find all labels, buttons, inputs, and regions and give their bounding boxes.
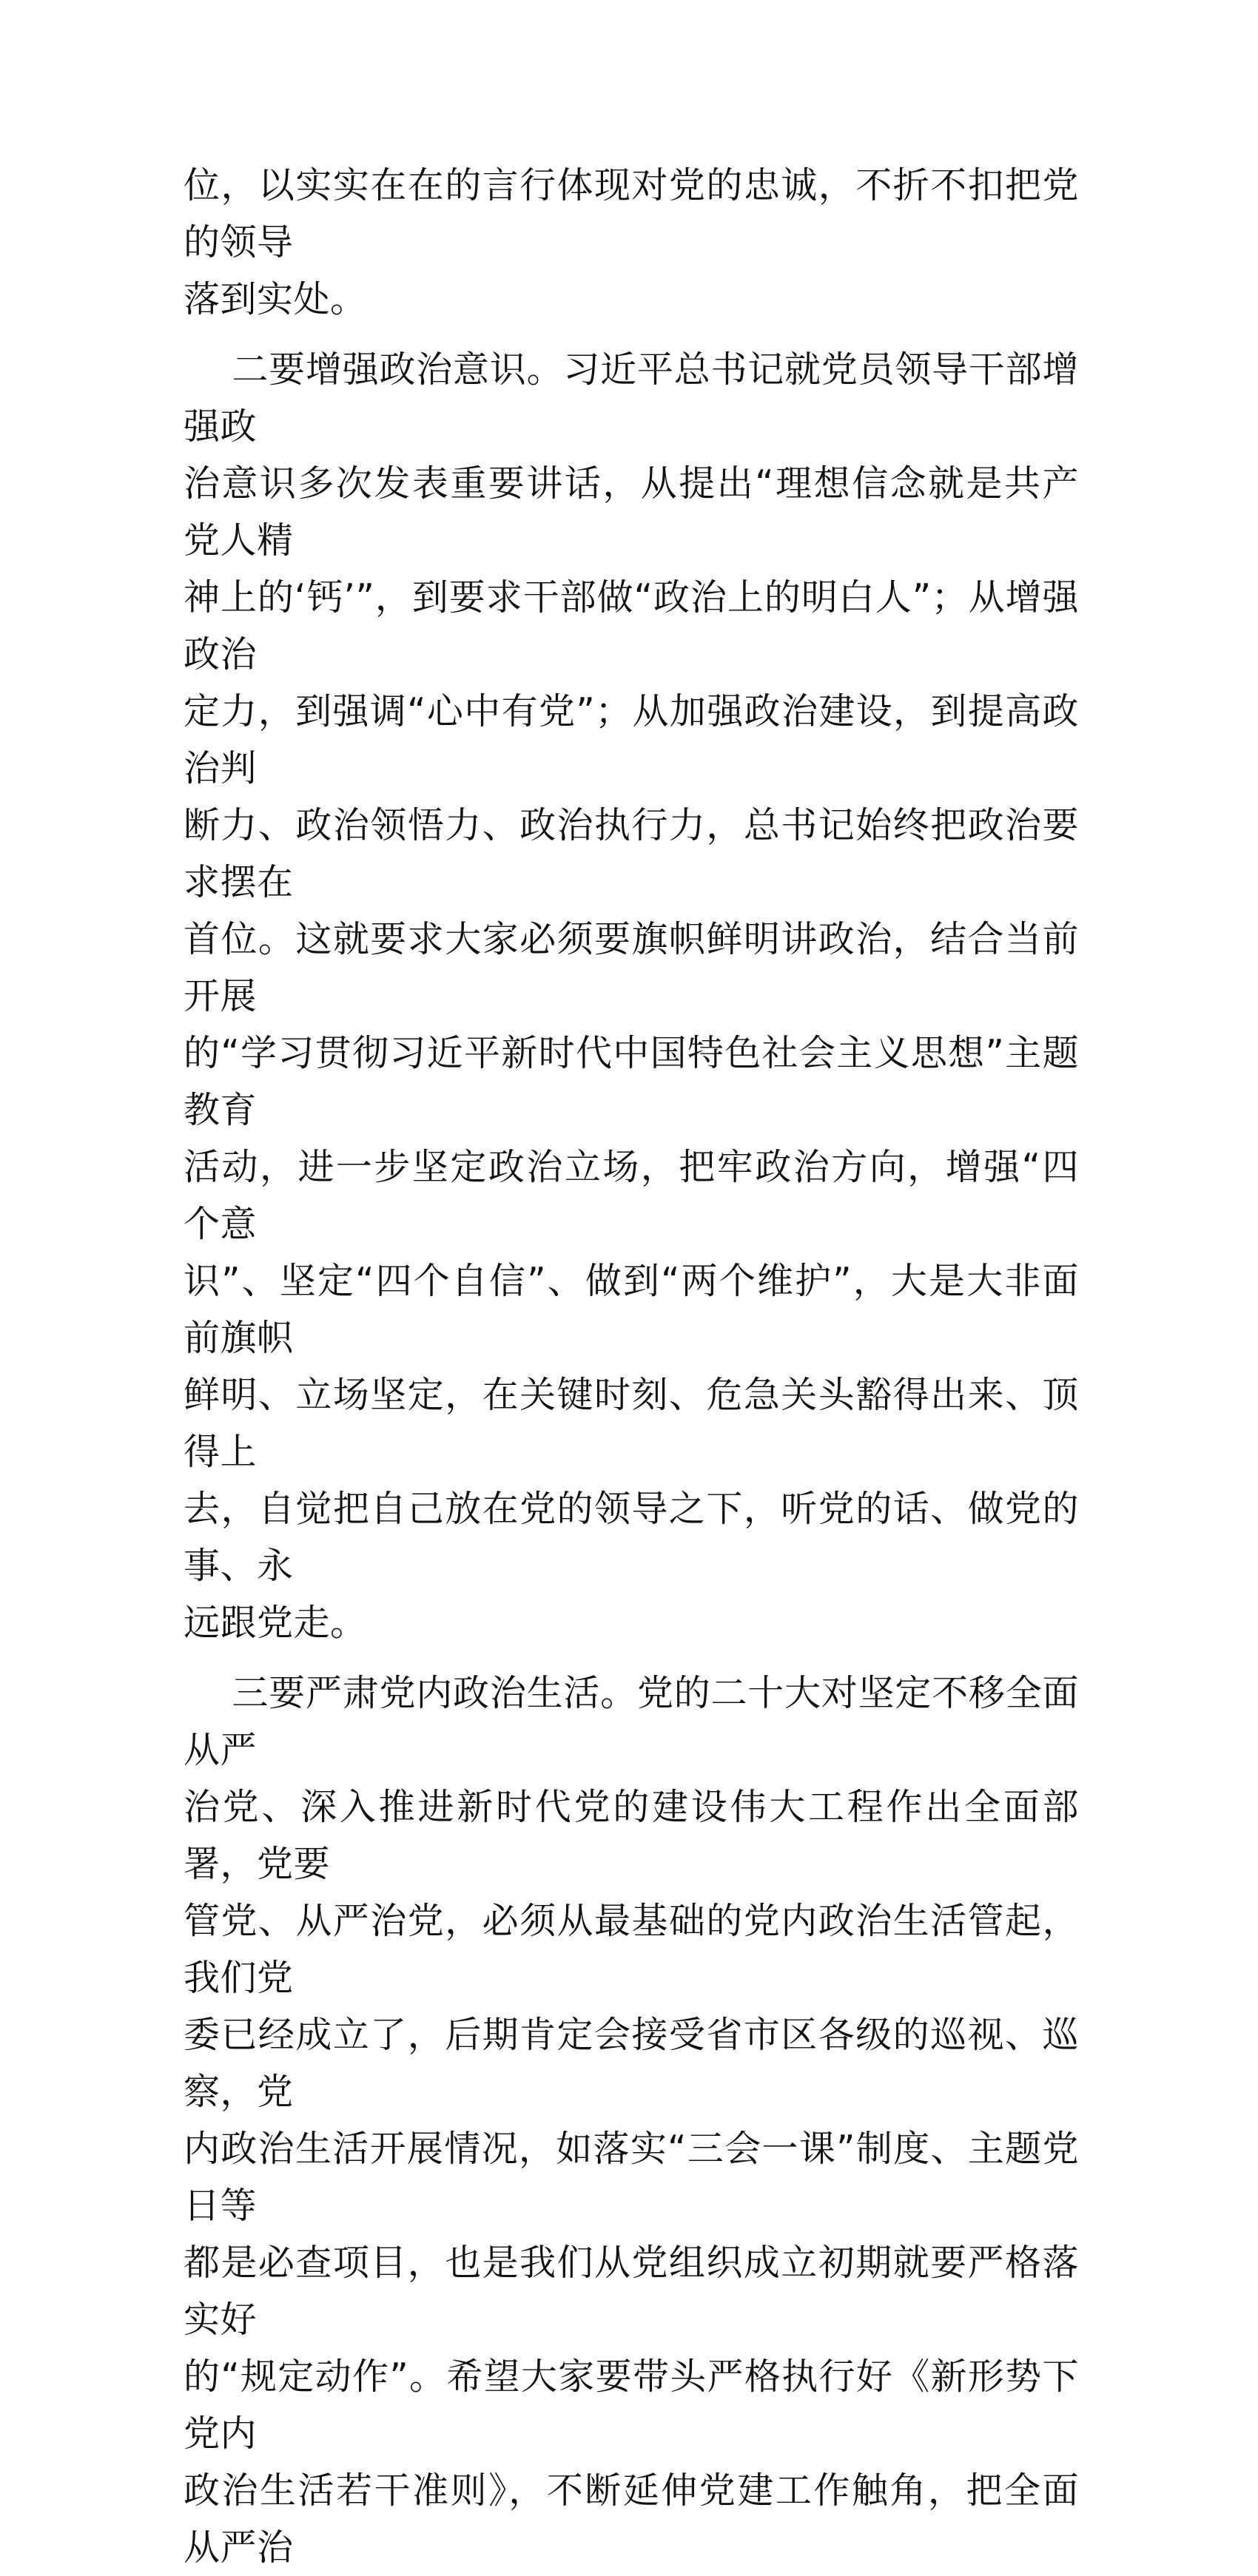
text-line: 活动，进一步坚定政治立场，把牢政治方向，增强“四个意	[184, 1146, 1079, 1245]
paragraph-party-political-life	[184, 1665, 1079, 2576]
text-line: 首位。这就要求大家必须要旗帜鲜明讲政治，结合当前开展	[184, 918, 1079, 1017]
text-line: 远跟党走。	[184, 1602, 367, 1644]
text-line-content: 三要严肃党内政治生活。党的二十大对坚定不移全面从严	[184, 1672, 1079, 1771]
text-line: 都是必查项目，也是我们从党组织成立初期就要严格落实好	[184, 2242, 1079, 2341]
text-line-content: 二要增强政治意识。习近平总书记就党员领导干部增强政	[184, 348, 1079, 448]
text-line: 识”、坚定“四个自信”、做到“两个维护”，大是大非面前旗帜	[184, 1260, 1079, 1359]
text-line: 鲜明、立场坚定，在关键时刻、危急关头豁得出来、顶得上	[184, 1374, 1079, 1473]
text-line: 去，自觉把自己放在党的领导之下，听党的话、做党的事、永	[184, 1488, 1079, 1587]
text-line: 政治生活若干准则》，不断延伸党建工作触角，把全面从严治	[184, 2469, 1079, 2569]
text-line: 落到实处。	[184, 278, 367, 320]
text-line: 神上的‘钙’”，到要求干部做“政治上的明白人”；从增强政治	[184, 576, 1079, 675]
text-line: 管党、从严治党，必须从最基础的党内政治生活管起，我们党	[184, 1900, 1079, 1999]
paragraph-continuation	[184, 157, 1079, 328]
text-line: 的“规定动作”。希望大家要带头严格执行好《新形势下党内	[184, 2356, 1079, 2455]
text-line: 治党、深入推进新时代党的建设伟大工程作出全面部署，党要	[184, 1786, 1079, 1885]
text-line: 治意识多次发表重要讲话，从提出“理想信念就是共产党人精	[184, 462, 1079, 562]
paragraph-political-awareness	[184, 341, 1079, 1651]
text-line: 委已经成立了，后期肯定会接受省市区各级的巡视、巡察，党	[184, 2014, 1079, 2113]
text-line: 的“学习贯彻习近平新时代中国特色社会主义思想”主题教育	[184, 1032, 1079, 1131]
text-line: 位，以实实在在的言行体现对党的忠诚，不折不扣把党的领导	[184, 164, 1079, 263]
body-text	[184, 157, 1079, 2576]
text-line	[184, 348, 1079, 448]
text-line: 内政治生活开展情况，如落实“三会一课”制度、主题党日等	[184, 2128, 1079, 2227]
text-line: 断力、政治领悟力、政治执行力，总书记始终把政治要求摆在	[184, 804, 1079, 903]
text-line	[184, 1672, 1079, 1771]
text-line: 定力，到强调“心中有党”；从加强政治建设，到提高政治判	[184, 690, 1079, 789]
